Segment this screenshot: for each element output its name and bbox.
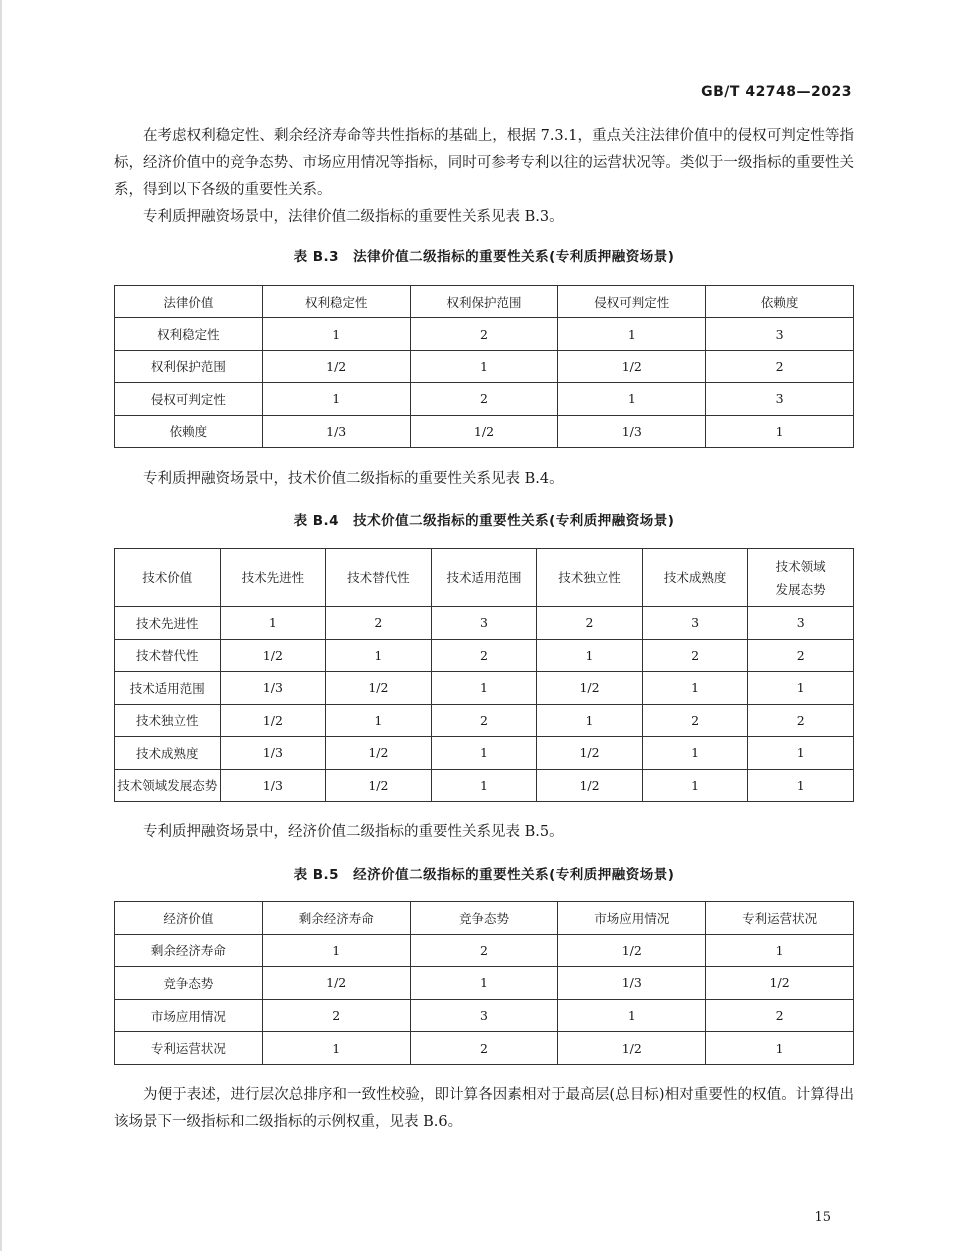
table-cell: 1/2 [220, 704, 326, 737]
table-cell: 市场应用情况 [115, 999, 263, 1032]
table-cell: 2 [748, 639, 854, 672]
table-b5-caption: 表 B.5 经济价值二级指标的重要性关系(专利质押融资场景) [293, 867, 675, 883]
table-cell: 3 [431, 607, 537, 640]
table-cell: 1 [431, 672, 537, 705]
table-cell: 1 [262, 1032, 410, 1065]
table-cell: 2 [410, 318, 558, 350]
table-cell: 1/2 [410, 415, 558, 447]
table-cell: 3 [706, 383, 854, 415]
table-cell: 1 [642, 672, 748, 705]
table-cell: 1 [558, 383, 706, 415]
table-b4-header-cell: 技术独立性 [537, 549, 643, 607]
standard-code: GB/T 42748—2023 [701, 84, 852, 100]
table-cell: 1/3 [220, 737, 326, 770]
table-cell: 2 [410, 383, 558, 415]
table-cell: 1 [642, 737, 748, 770]
table-row [115, 1032, 854, 1065]
table-b3-caption: 表 B.3 法律价值二级指标的重要性关系(专利质押融资场景) [293, 249, 675, 265]
paragraph-3: 专利质押融资场景中，技术价值二级指标的重要性关系见表 B.4。 [143, 471, 564, 487]
paragraph-4: 专利质押融资场景中，经济价值二级指标的重要性关系见表 B.5。 [143, 824, 564, 840]
table-cell: 1 [326, 639, 432, 672]
table-cell: 2 [748, 704, 854, 737]
table-cell: 1/2 [537, 672, 643, 705]
page-number: 15 [814, 1210, 831, 1225]
table-b3-header-row [115, 286, 854, 318]
table-row [115, 639, 854, 672]
table-cell: 2 [262, 999, 410, 1032]
table-cell: 1/2 [326, 672, 432, 705]
table-b3-header-cell: 侵权可判定性 [558, 286, 706, 318]
table-cell: 2 [410, 934, 558, 967]
table-b5-header-cell: 经济价值 [115, 902, 263, 935]
table-cell: 1/2 [262, 350, 410, 382]
table-b5-header-cell: 市场应用情况 [558, 902, 706, 935]
table-cell: 1 [537, 639, 643, 672]
table-cell: 2 [706, 999, 854, 1032]
table-row [115, 318, 854, 350]
table-row [115, 383, 854, 415]
table-b3-header-cell: 权利保护范围 [410, 286, 558, 318]
table-cell: 2 [642, 639, 748, 672]
table-row [115, 704, 854, 737]
table-cell: 1/3 [220, 672, 326, 705]
table-cell: 2 [431, 639, 537, 672]
table-cell: 1 [326, 704, 432, 737]
table-b4-header-cell: 技术替代性 [326, 549, 432, 607]
table-row [115, 769, 854, 802]
table-cell: 1/2 [558, 1032, 706, 1065]
table-b4 [114, 548, 854, 802]
table-b4-caption: 表 B.4 技术价值二级指标的重要性关系(专利质押融资场景) [293, 513, 675, 529]
table-cell: 1/3 [558, 967, 706, 1000]
table-row [115, 967, 854, 1000]
table-cell: 1 [706, 934, 854, 967]
table-cell: 1 [558, 999, 706, 1032]
table-cell: 2 [706, 350, 854, 382]
table-cell: 1/3 [262, 415, 410, 447]
paragraph-1: 在考虑权利稳定性、剩余经济寿命等共性指标的基础上，根据 7.3.1，重点关注法律价值中的侵权可判定性等指标，经济价值中的竞争态势、市场应用情况等指标，同时可参考专利以往的运营状况等。类似于一级指标的重要性关系，得到以下各级的重要性关系。 [114, 128, 854, 198]
table-cell: 剩余经济寿命 [115, 934, 263, 967]
table-cell: 1 [748, 769, 854, 802]
table-cell: 技术替代性 [115, 639, 221, 672]
table-cell: 1/2 [326, 769, 432, 802]
table-cell: 1/2 [537, 737, 643, 770]
table-cell: 1/2 [558, 934, 706, 967]
table-b4-header-cell: 技术价值 [115, 549, 221, 607]
table-row [115, 737, 854, 770]
paragraph-5: 为便于表述，进行层次总排序和一致性校验，即计算各因素相对于最高层(总目标)相对重要性的权值。计算得出该场景下一级指标和二级指标的示例权重，见表 B.6。 [114, 1087, 854, 1130]
table-cell: 1 [748, 737, 854, 770]
table-cell: 3 [748, 607, 854, 640]
table-cell: 技术领域发展态势 [115, 769, 221, 802]
table-b4-header-cell: 技术成熟度 [642, 549, 748, 607]
table-cell: 1 [537, 704, 643, 737]
table-cell: 1 [262, 934, 410, 967]
table-cell: 1 [558, 318, 706, 350]
table-cell: 3 [410, 999, 558, 1032]
table-cell: 2 [431, 704, 537, 737]
table-cell: 技术成熟度 [115, 737, 221, 770]
table-b4-header-cell: 技术适用范围 [431, 549, 537, 607]
table-cell: 技术独立性 [115, 704, 221, 737]
table-cell: 依赖度 [115, 415, 263, 447]
table-cell: 1 [642, 769, 748, 802]
table-cell: 1/2 [220, 639, 326, 672]
table-b3 [114, 285, 854, 448]
table-cell: 3 [706, 318, 854, 350]
table-cell: 竞争态势 [115, 967, 263, 1000]
table-row [115, 934, 854, 967]
table-b5-header-cell: 专利运营状况 [706, 902, 854, 935]
table-cell: 1 [262, 383, 410, 415]
table-cell: 3 [642, 607, 748, 640]
table-cell: 1 [410, 350, 558, 382]
table-cell: 1 [262, 318, 410, 350]
table-row [115, 607, 854, 640]
table-cell: 2 [410, 1032, 558, 1065]
table-b3-header-cell: 依赖度 [706, 286, 854, 318]
table-b5-header-cell: 竞争态势 [410, 902, 558, 935]
table-b4-header-cell: 技术领域 发展态势 [748, 549, 854, 607]
table-b5-header-cell: 剩余经济寿命 [262, 902, 410, 935]
table-cell: 技术适用范围 [115, 672, 221, 705]
table-cell: 1/2 [537, 769, 643, 802]
table-cell: 1/2 [262, 967, 410, 1000]
table-cell: 1 [220, 607, 326, 640]
table-b3-header-cell: 权利稳定性 [262, 286, 410, 318]
table-b4-header-cell: 技术先进性 [220, 549, 326, 607]
table-cell: 1 [706, 1032, 854, 1065]
table-cell: 权利保护范围 [115, 350, 263, 382]
table-cell: 权利稳定性 [115, 318, 263, 350]
table-cell: 1 [748, 672, 854, 705]
table-cell: 1/2 [706, 967, 854, 1000]
table-cell: 2 [642, 704, 748, 737]
table-cell: 1 [706, 415, 854, 447]
table-b5-header-row [115, 902, 854, 935]
table-b5 [114, 901, 854, 1065]
table-row [115, 672, 854, 705]
table-cell: 2 [326, 607, 432, 640]
table-cell: 1 [431, 737, 537, 770]
table-row [115, 350, 854, 382]
table-cell: 侵权可判定性 [115, 383, 263, 415]
table-cell: 专利运营状况 [115, 1032, 263, 1065]
table-b3-header-cell: 法律价值 [115, 286, 263, 318]
table-row [115, 415, 854, 447]
table-cell: 2 [537, 607, 643, 640]
page-spine-shadow [0, 0, 2, 1251]
table-cell: 1/3 [220, 769, 326, 802]
table-cell: 技术先进性 [115, 607, 221, 640]
table-row [115, 999, 854, 1032]
table-cell: 1 [410, 967, 558, 1000]
table-cell: 1/2 [326, 737, 432, 770]
paragraph-2: 专利质押融资场景中，法律价值二级指标的重要性关系见表 B.3。 [143, 209, 564, 225]
table-cell: 1/2 [558, 350, 706, 382]
table-cell: 1 [431, 769, 537, 802]
table-cell: 1/3 [558, 415, 706, 447]
table-b4-header-row [115, 549, 854, 607]
